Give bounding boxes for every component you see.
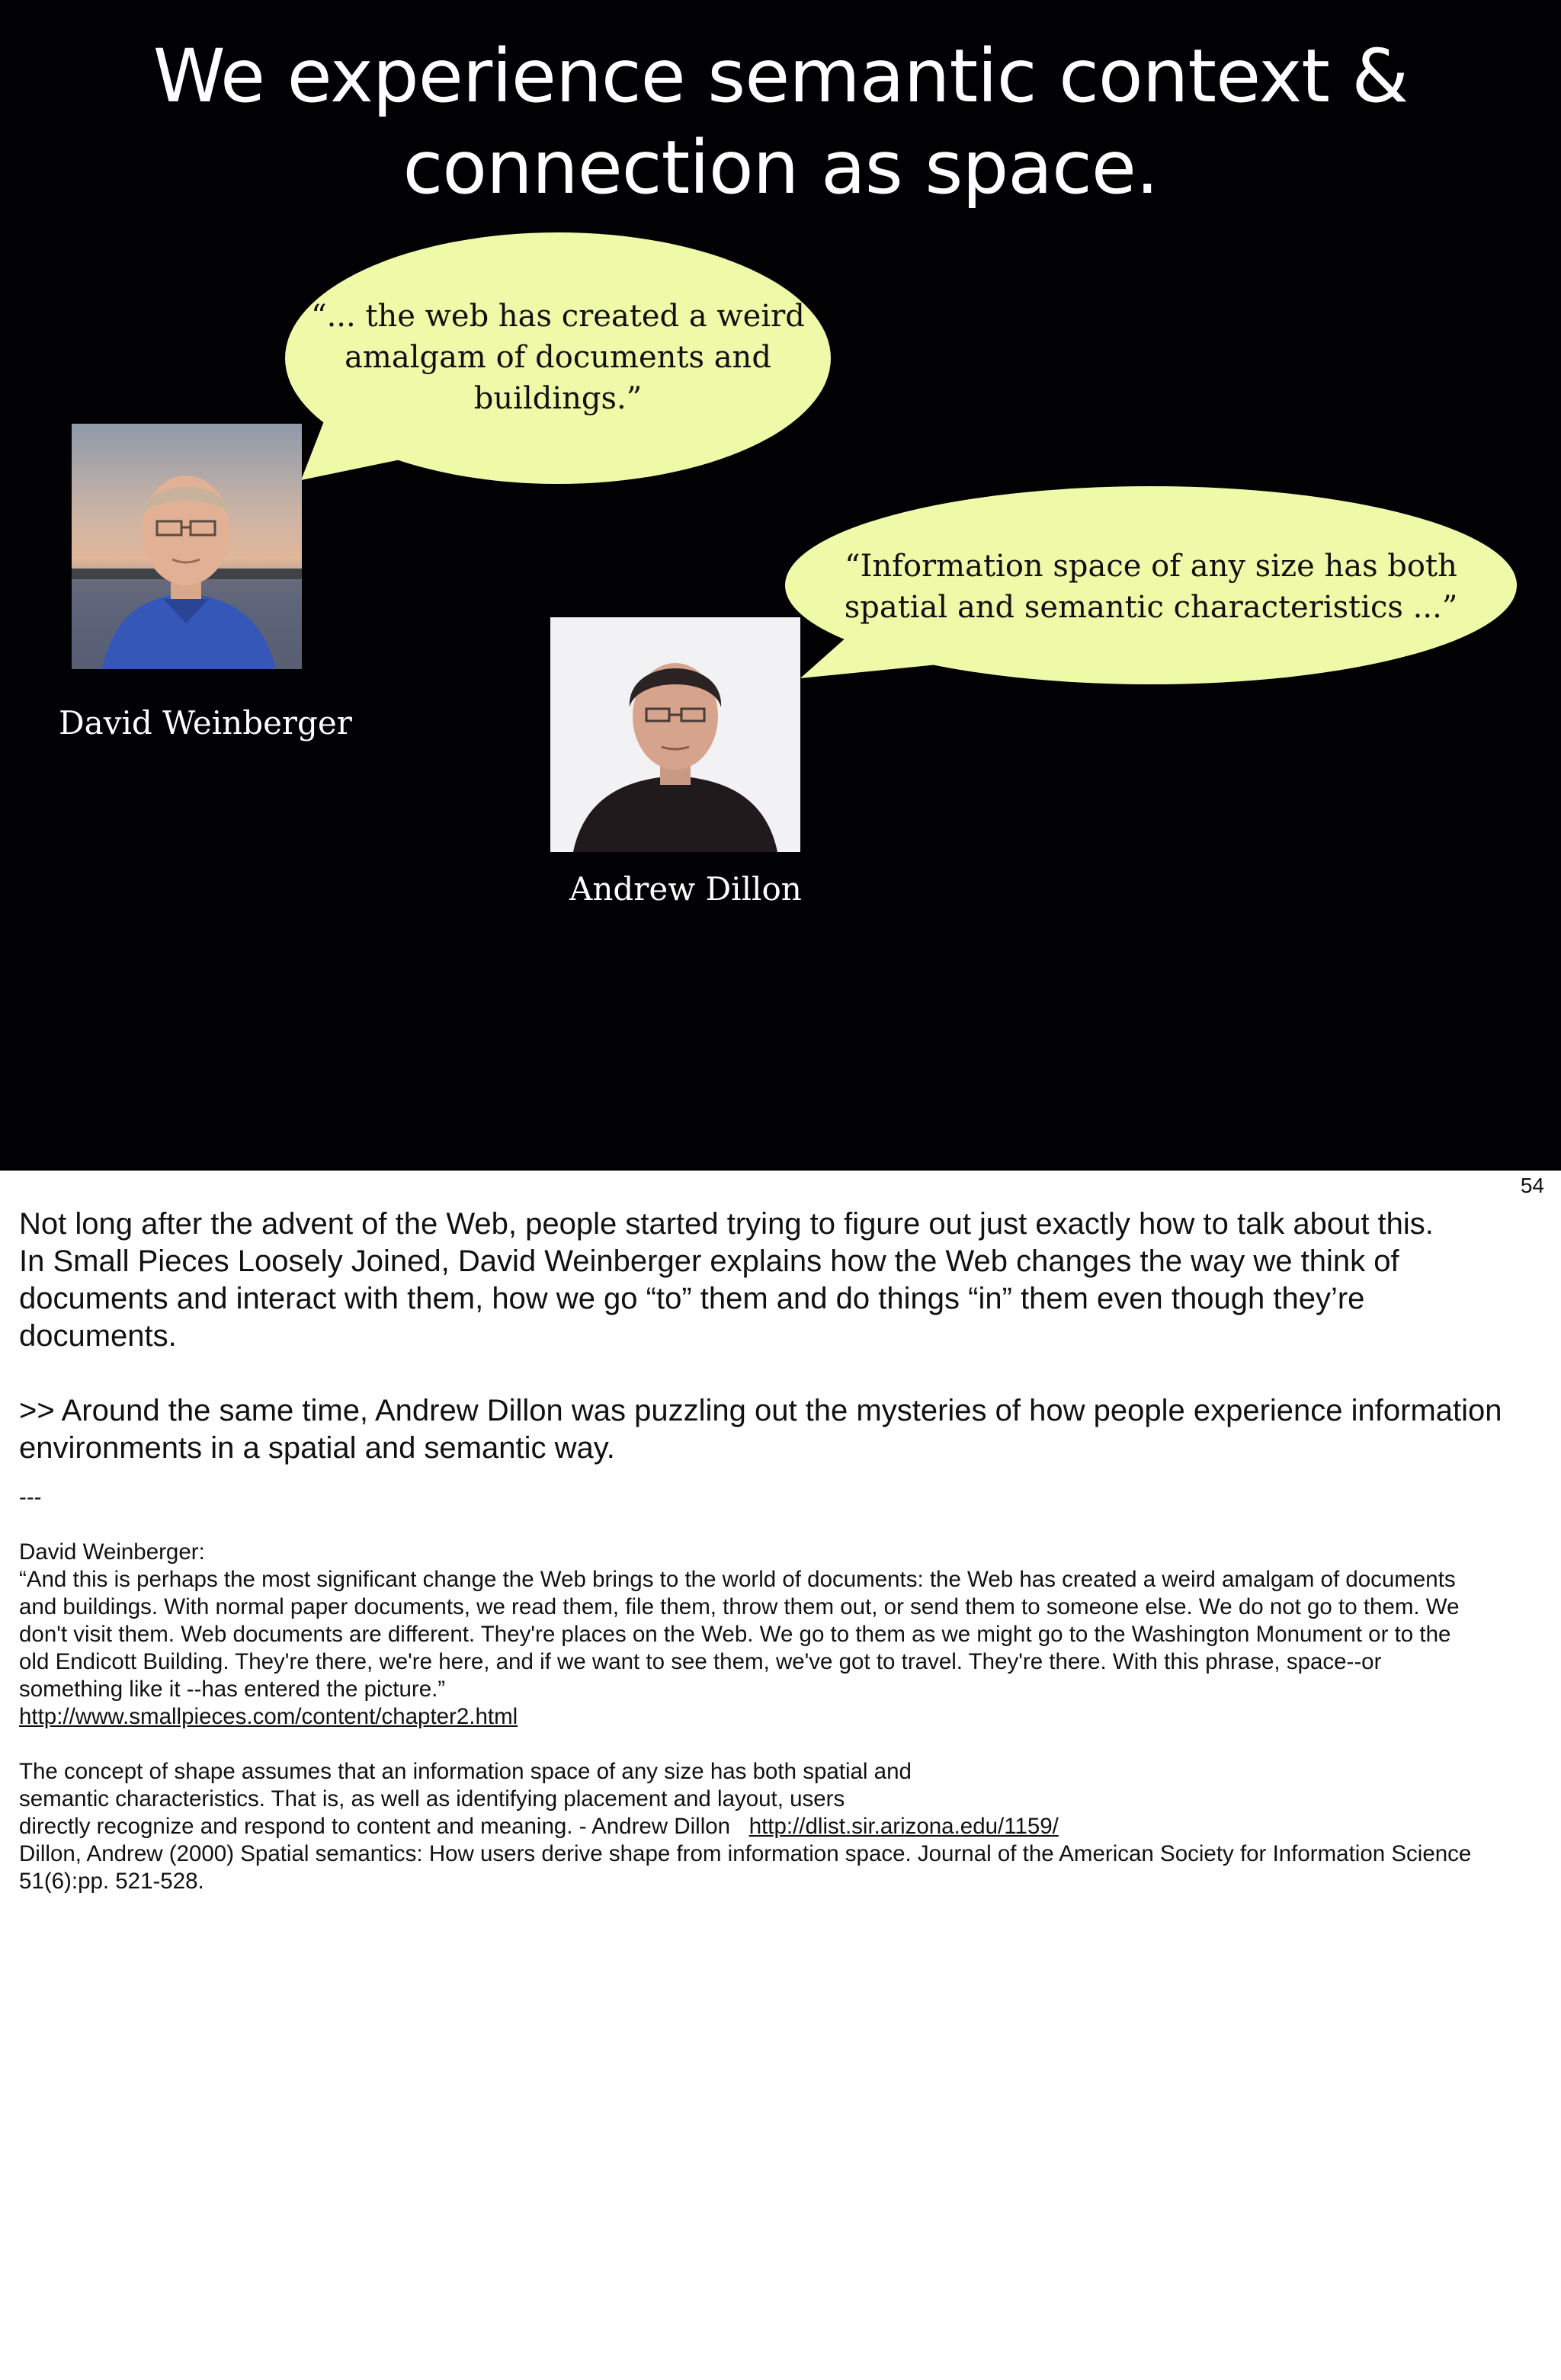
portrait-dillon-image — [550, 617, 800, 852]
quote-weinberger-line-2: amalgam of documents and — [345, 340, 771, 375]
notes-weinberger-quote-line-1: “And this is perhaps the most significant change the Web brings to the world of documents: the Web has created a weird amalgam of documents — [19, 1567, 1456, 1592]
notes-dillon-line-1: The concept of shape assumes that an information space of any size has both spatial and — [19, 1759, 912, 1784]
quote-weinberger-line-3: buildings.” — [473, 381, 643, 416]
portrait-weinberger-image — [72, 424, 302, 669]
caption-andrew-dillon: Andrew Dillon — [569, 870, 802, 908]
quote-weinberger-line-1: “... the web has created a weird — [311, 299, 805, 334]
notes-p1-line-4: documents. — [19, 1319, 177, 1353]
notes-dillon-line-3: directly recognize and respond to content and meaning. - Andrew Dillon — [19, 1814, 731, 1839]
speaker-notes — [19, 1206, 1543, 1895]
slide-title-line-2: connection as space. — [402, 125, 1159, 210]
slide-title-line-1: We experience semantic context & — [152, 34, 1409, 119]
notes-paragraph-2 — [19, 1392, 1543, 1467]
link-smallpieces-chapter2[interactable]: http://www.smallpieces.com/content/chapter2.html — [19, 1704, 518, 1729]
notes-dillon-block — [19, 1758, 1543, 1895]
notes-weinberger-label: David Weinberger: — [19, 1539, 205, 1565]
notes-separator: --- — [19, 1485, 42, 1510]
photo-david-weinberger — [72, 424, 302, 669]
link-dlist-arizona[interactable]: http://dlist.sir.arizona.edu/1159/ — [748, 1814, 1059, 1839]
notes-weinberger-quote-line-4: old Endicott Building. They're there, we're here, and if we want to see them, we've got to travel. They're there. With this phrase, space--or — [19, 1649, 1382, 1674]
caption-david-weinberger: David Weinberger — [59, 704, 352, 742]
notes-citation-line-1: Dillon, Andrew (2000) Spatial semantics: How users derive shape from information space. Journal of the American Society for Information Science — [19, 1841, 1472, 1866]
quote-weinberger — [305, 296, 811, 419]
notes-p1-line-2: In Small Pieces Loosely Joined, David Weinberger explains how the Web changes the way we think of — [19, 1244, 1399, 1278]
notes-weinberger-quote-line-2: and buildings. With normal paper documents, we read them, file them, throw them out, or send them to someone else. We do not go to them. We — [19, 1594, 1460, 1619]
notes-weinberger-block — [19, 1539, 1543, 1731]
notes-p2-line-1: >> Around the same time, Andrew Dillon was puzzling out the mysteries of how people experience information — [19, 1394, 1502, 1427]
notes-paragraph-1 — [19, 1206, 1543, 1355]
notes-p1-line-3: documents and interact with them, how we go “to” them and do things “in” them even though they’re — [19, 1282, 1365, 1315]
notes-p2-line-2: environments in a spatial and semantic way. — [19, 1431, 615, 1465]
slide — [0, 0, 1561, 1171]
notes-dillon-line-2: semantic characteristics. That is, as well as identifying placement and layout, users — [19, 1786, 845, 1811]
photo-andrew-dillon — [550, 617, 800, 852]
notes-citation-line-2: 51(6):pp. 521-528. — [19, 1869, 204, 1894]
quote-dillon-line-1: “Information space of any size has both — [845, 549, 1457, 584]
notes-weinberger-quote-line-3: don't visit them. Web documents are different. They're places on the Web. We go to them as we might go to the Washington Monument or to the — [19, 1622, 1451, 1647]
quote-dillon — [816, 546, 1486, 628]
quote-dillon-line-2: spatial and semantic characteristics ...” — [844, 590, 1458, 625]
notes-p1-line-1: Not long after the advent of the Web, people started trying to figure out just exactly how to talk about this. — [19, 1207, 1434, 1241]
slide-number: 54 — [1520, 1174, 1544, 1197]
notes-weinberger-quote-line-5: something like it --has entered the picture.” — [19, 1677, 446, 1702]
